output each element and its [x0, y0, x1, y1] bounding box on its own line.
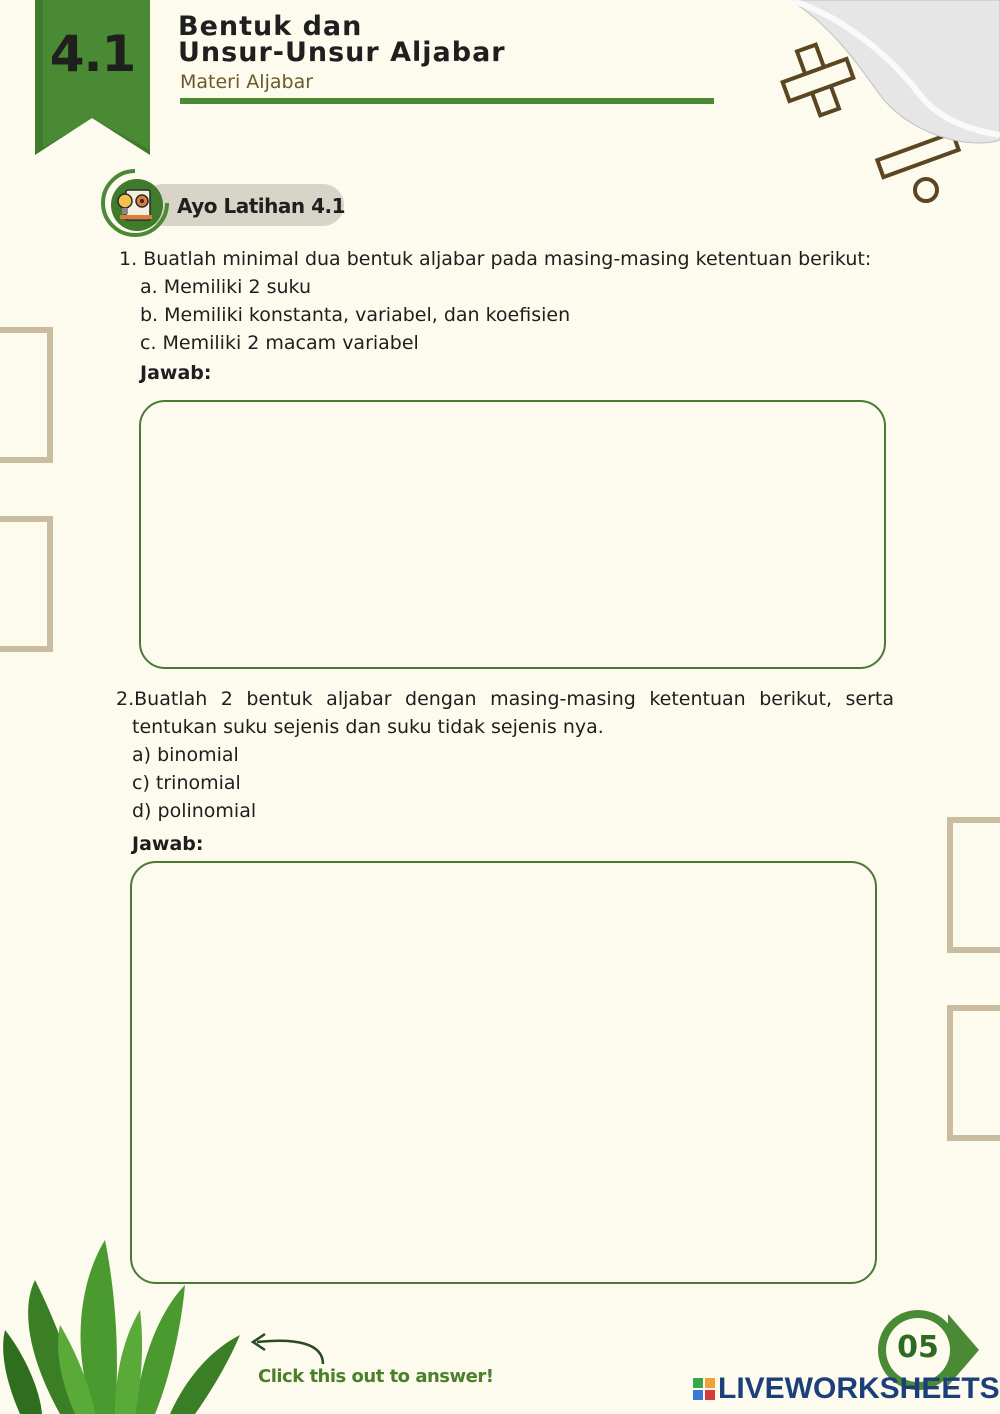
lightbulb-gear-icon [118, 190, 152, 220]
page-title [178, 11, 506, 68]
question-2-options [132, 741, 256, 825]
question-1-option-b: b. Memiliki konstanta, variabel, dan koefisien [140, 304, 571, 326]
side-decoration-right-2 [947, 1005, 1000, 1141]
arrow-icon [245, 1328, 335, 1368]
answer-box-2[interactable] [130, 861, 877, 1284]
badge-label: Ayo Latihan 4.1 [177, 194, 346, 218]
math-symbols-decoration [770, 0, 1000, 210]
side-decoration-left-1 [0, 327, 53, 463]
question-2-option-c: c) trinomial [132, 772, 241, 794]
chapter-number: 4.1 [49, 25, 136, 83]
question-2-answer-label: Jawab: [132, 833, 204, 855]
question-2-number: 2. [116, 688, 135, 710]
liveworksheets-logo-icon [693, 1378, 717, 1402]
question-1-number: 1. [119, 248, 138, 270]
answer-box-1[interactable] [139, 400, 886, 669]
question-1-answer-label: Jawab: [140, 362, 212, 384]
badge-icon-circle [100, 168, 170, 238]
plant-illustration [0, 1240, 250, 1414]
question-1-options [140, 273, 570, 357]
question-2 [116, 685, 894, 713]
footer-note: Click this out to answer! [258, 1366, 494, 1387]
side-decoration-right-1 [947, 817, 1000, 953]
title-line-2: Unsur-Unsur Aljabar [178, 37, 506, 68]
page-number: 05 [897, 1330, 939, 1365]
watermark[interactable]: LIVEWORKSHEETS [718, 1372, 1000, 1405]
page-subtitle: Materi Aljabar [180, 71, 314, 93]
divide-icon [877, 133, 958, 201]
question-1-option-c: c. Memiliki 2 macam variabel [140, 332, 419, 354]
question-2-text-line-2: tentukan suku sejenis dan suku tidak sejenis nya. [132, 716, 604, 738]
side-decoration-left-2 [0, 516, 53, 652]
question-1-text: Buatlah minimal dua bentuk aljabar pada masing-masing ketentuan berikut: [143, 248, 872, 270]
title-underline [180, 98, 714, 104]
question-2-option-d: d) polinomial [132, 800, 257, 822]
title-line-1: Bentuk dan [178, 11, 363, 42]
question-2-text-line-1: Buatlah 2 bentuk aljabar dengan masing-masing ketentuan berikut, serta [134, 688, 894, 710]
question-2-option-a: a) binomial [132, 744, 239, 766]
question-1-option-a: a. Memiliki 2 suku [140, 276, 311, 298]
question-1 [119, 245, 871, 273]
